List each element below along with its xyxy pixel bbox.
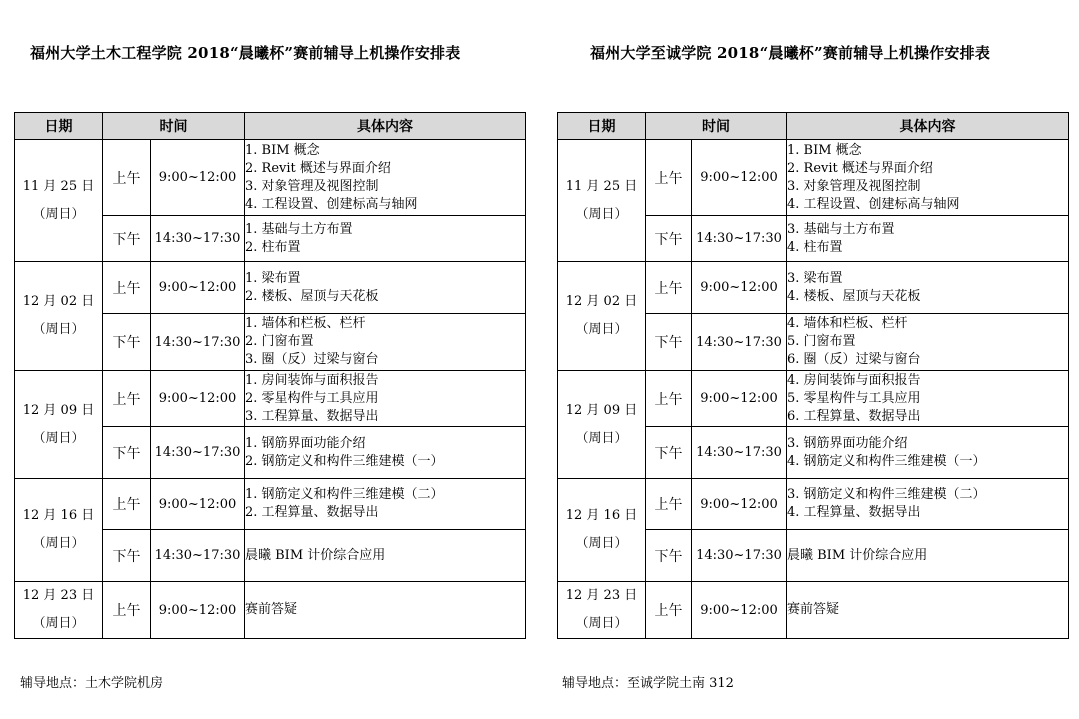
- schedule-row: [558, 371, 1069, 427]
- header-content: 具体内容: [787, 113, 1069, 140]
- time-cell: 9:00~12:00: [692, 479, 787, 530]
- date-text: 11 月 25 日: [22, 178, 95, 194]
- date-cell: [15, 479, 103, 582]
- content-item: 1. 钢筋界面功能介绍: [245, 435, 366, 451]
- content-item: 晨曦 BIM 计价综合应用: [245, 547, 386, 563]
- date-cell: [15, 262, 103, 371]
- content-cell: [787, 371, 1069, 427]
- period-cell: 上午: [646, 371, 692, 427]
- period-cell: 上午: [103, 140, 151, 216]
- period-cell: 下午: [103, 216, 151, 262]
- time-cell: 14:30~17:30: [692, 314, 787, 371]
- weekday-text: （周日）: [32, 430, 85, 446]
- content-item: 4. 工程算量、数据导出: [787, 505, 921, 520]
- content-cell: [245, 216, 526, 262]
- date-text: 12 月 02 日: [565, 294, 638, 309]
- content-item: 4. 工程设置、创建标高与轴网: [787, 196, 960, 212]
- content-item: 3. 工程算量、数据导出: [245, 408, 379, 424]
- period-cell: 下午: [103, 530, 151, 582]
- date-cell: [558, 262, 646, 371]
- content-item: 6. 工程算量、数据导出: [787, 408, 921, 424]
- date-cell: [15, 371, 103, 479]
- right-schedule-title: 福州大学至诚学院 2018“晨曦杯”赛前辅导上机操作安排表: [590, 44, 991, 62]
- time-cell: 14:30~17:30: [692, 216, 787, 262]
- date-text: 11 月 25 日: [565, 178, 638, 194]
- time-cell: 9:00~12:00: [151, 140, 245, 216]
- left-venue-note: 辅导地点：土木学院机房: [20, 676, 164, 691]
- content-item: 2. 零星构件与工具应用: [245, 390, 379, 406]
- date-cell: [558, 582, 646, 639]
- weekday-text: （周日）: [32, 536, 85, 551]
- weekday-text: （周日）: [575, 616, 628, 631]
- content-item: 4. 房间装饰与面积报告: [787, 372, 921, 388]
- date-text: 12 月 16 日: [22, 508, 95, 523]
- content-item: 1. 基础与土方布置: [245, 221, 353, 237]
- schedule-row: [15, 262, 526, 314]
- date-text: 12 月 23 日: [22, 588, 95, 603]
- schedule-row: [558, 140, 1069, 216]
- content-item: 3. 基础与土方布置: [787, 221, 895, 237]
- content-cell: [245, 427, 526, 479]
- period-cell: 上午: [646, 140, 692, 216]
- date-cell: [15, 140, 103, 262]
- date-cell: [558, 371, 646, 479]
- content-cell: [787, 262, 1069, 314]
- schedule-row: [558, 582, 1069, 639]
- content-cell: [787, 314, 1069, 371]
- content-item: 1. 梁布置: [245, 270, 301, 286]
- period-cell: 上午: [103, 371, 151, 427]
- content-cell: [245, 314, 526, 371]
- period-cell: 下午: [646, 427, 692, 479]
- content-item: 4. 钢筋定义和构件三维建模（一）: [787, 453, 986, 469]
- content-item: 4. 柱布置: [787, 239, 843, 255]
- date-text: 12 月 02 日: [22, 294, 95, 309]
- time-cell: 14:30~17:30: [692, 427, 787, 479]
- content-item: 2. 钢筋定义和构件三维建模（一）: [245, 453, 444, 469]
- content-cell: [787, 479, 1069, 530]
- time-cell: 9:00~12:00: [692, 140, 787, 216]
- content-item: 3. 对象管理及视图控制: [245, 178, 379, 194]
- header-time: 时间: [646, 113, 787, 140]
- period-cell: 上午: [103, 262, 151, 314]
- left-schedule-table: [14, 112, 526, 639]
- content-cell: [245, 479, 526, 530]
- time-cell: 9:00~12:00: [692, 371, 787, 427]
- time-cell: 14:30~17:30: [151, 314, 245, 371]
- content-item: 3. 对象管理及视图控制: [787, 178, 921, 194]
- left-schedule-title: 福州大学土木工程学院 2018“晨曦杯”赛前辅导上机操作安排表: [30, 44, 461, 62]
- content-item: 1. 钢筋定义和构件三维建模（二）: [245, 487, 444, 502]
- date-text: 12 月 09 日: [22, 402, 95, 418]
- content-item: 4. 墙体和栏板、栏杆: [787, 316, 908, 331]
- date-text: 12 月 23 日: [565, 588, 638, 603]
- period-cell: 上午: [103, 582, 151, 639]
- content-cell: [787, 140, 1069, 216]
- date-text: 12 月 09 日: [565, 402, 638, 418]
- weekday-text: （周日）: [32, 616, 85, 631]
- content-item: 3. 钢筋界面功能介绍: [787, 435, 908, 451]
- content-item: 1. 墙体和栏板、栏杆: [245, 316, 366, 331]
- time-cell: 14:30~17:30: [151, 216, 245, 262]
- content-cell: [787, 582, 1069, 639]
- content-item: 2. Revit 概述与界面介绍: [245, 160, 391, 176]
- content-item: 6. 圈（反）过梁与窗台: [787, 352, 921, 367]
- period-cell: 下午: [103, 314, 151, 371]
- time-cell: 14:30~17:30: [151, 427, 245, 479]
- period-cell: 上午: [646, 262, 692, 314]
- period-cell: 上午: [646, 582, 692, 639]
- header-time: 时间: [103, 113, 245, 140]
- content-item: 晨曦 BIM 计价综合应用: [787, 547, 928, 563]
- header-date: 日期: [558, 113, 646, 140]
- period-cell: 上午: [646, 479, 692, 530]
- weekday-text: （周日）: [575, 322, 628, 337]
- content-item: 2. 柱布置: [245, 239, 301, 255]
- time-cell: 9:00~12:00: [692, 582, 787, 639]
- content-cell: [245, 262, 526, 314]
- date-cell: [15, 582, 103, 639]
- schedule-row: [15, 582, 526, 639]
- content-item: 2. 门窗布置: [245, 334, 314, 349]
- schedule-row: [15, 479, 526, 530]
- content-cell: [245, 140, 526, 216]
- content-item: 2. 工程算量、数据导出: [245, 505, 379, 520]
- content-item: 3. 圈（反）过梁与窗台: [245, 352, 379, 367]
- content-item: 赛前答疑: [245, 602, 298, 617]
- content-cell: [787, 530, 1069, 582]
- header-date: 日期: [15, 113, 103, 140]
- time-cell: 9:00~12:00: [151, 582, 245, 639]
- date-cell: [558, 479, 646, 582]
- period-cell: 下午: [103, 427, 151, 479]
- period-cell: 上午: [103, 479, 151, 530]
- right-schedule-table: [557, 112, 1069, 639]
- content-item: 5. 零星构件与工具应用: [787, 390, 921, 406]
- content-cell: [245, 530, 526, 582]
- right-venue-note: 辅导地点：至诚学院土南 312: [562, 676, 734, 691]
- weekday-text: （周日）: [575, 430, 628, 446]
- content-item: 1. 房间装饰与面积报告: [245, 372, 379, 388]
- weekday-text: （周日）: [575, 206, 628, 222]
- content-item: 4. 工程设置、创建标高与轴网: [245, 196, 418, 212]
- time-cell: 9:00~12:00: [692, 262, 787, 314]
- weekday-text: （周日）: [32, 206, 85, 222]
- content-item: 1. BIM 概念: [787, 142, 862, 158]
- content-item: 3. 梁布置: [787, 270, 843, 286]
- content-item: 2. Revit 概述与界面介绍: [787, 160, 933, 176]
- schedule-row: [15, 371, 526, 427]
- time-cell: 9:00~12:00: [151, 371, 245, 427]
- content-item: 1. BIM 概念: [245, 142, 320, 158]
- date-text: 12 月 16 日: [565, 508, 638, 523]
- time-cell: 14:30~17:30: [151, 530, 245, 582]
- content-cell: [245, 371, 526, 427]
- schedule-row: [558, 262, 1069, 314]
- content-item: 赛前答疑: [787, 602, 840, 617]
- weekday-text: （周日）: [32, 322, 85, 337]
- header-content: 具体内容: [245, 113, 526, 140]
- content-cell: [787, 216, 1069, 262]
- content-item: 3. 钢筋定义和构件三维建模（二）: [787, 487, 986, 502]
- time-cell: 9:00~12:00: [151, 479, 245, 530]
- date-cell: [558, 140, 646, 262]
- content-item: 2. 楼板、屋顶与天花板: [245, 288, 379, 304]
- period-cell: 下午: [646, 530, 692, 582]
- content-cell: [787, 427, 1069, 479]
- period-cell: 下午: [646, 216, 692, 262]
- schedule-row: [558, 479, 1069, 530]
- content-item: 5. 门窗布置: [787, 334, 856, 349]
- content-item: 4. 楼板、屋顶与天花板: [787, 288, 921, 304]
- period-cell: 下午: [646, 314, 692, 371]
- weekday-text: （周日）: [575, 536, 628, 551]
- time-cell: 14:30~17:30: [692, 530, 787, 582]
- schedule-row: [15, 140, 526, 216]
- time-cell: 9:00~12:00: [151, 262, 245, 314]
- content-cell: [245, 582, 526, 639]
